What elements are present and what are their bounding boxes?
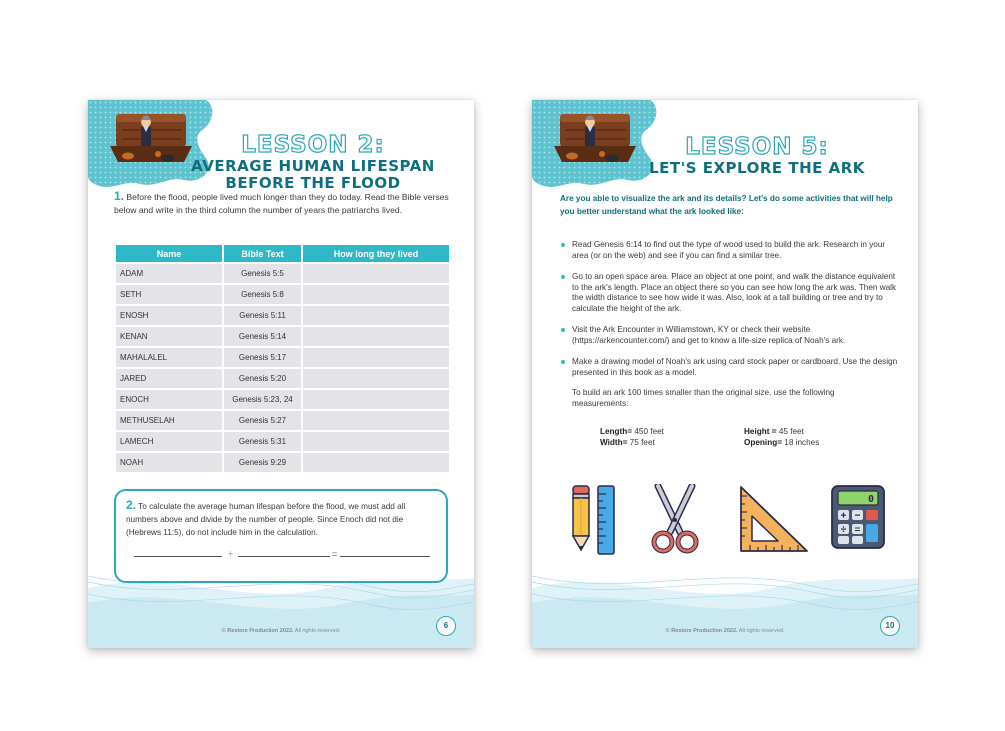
- question-2-number: 2.: [126, 498, 137, 512]
- header-years-lived: How long they lived: [303, 245, 449, 262]
- lesson-subtitle-line2: BEFORE THE FLOOD: [225, 174, 401, 192]
- pencil-icon: [570, 484, 592, 554]
- average-answer-line[interactable]: [340, 556, 430, 557]
- question-1-text: Before the flood, people lived much longer than they do today. Read the Bible verses below and write in the third column the number of years the patriarchs lived.: [114, 192, 449, 215]
- years-answer-cell[interactable]: [303, 411, 449, 430]
- bible-verse: Genesis 5:5: [224, 264, 301, 283]
- lesson-header: [152, 132, 474, 192]
- patriarchs-table: [114, 243, 451, 474]
- question-1: [114, 190, 452, 217]
- lesson-subtitle-line1: AVERAGE HUMAN LIFESPAN: [191, 157, 435, 175]
- workbook-page-6: [88, 100, 474, 648]
- bible-verse: Genesis 5:14: [224, 327, 301, 346]
- years-answer-cell[interactable]: [303, 285, 449, 304]
- years-answer-cell[interactable]: [303, 306, 449, 325]
- question-1-number: 1.: [114, 189, 125, 203]
- patriarch-name: MAHALALEL: [116, 348, 222, 367]
- years-answer-cell[interactable]: [303, 327, 449, 346]
- count-answer-line[interactable]: [238, 556, 330, 557]
- scissors-icon: [650, 484, 700, 554]
- table-row: [116, 369, 449, 388]
- lesson-title: LESSON 2:: [241, 132, 385, 158]
- years-answer-cell[interactable]: [303, 432, 449, 451]
- ruler-icon: [596, 484, 616, 556]
- height-measurement: Height = 45 feet: [744, 427, 804, 436]
- table-row: [116, 411, 449, 430]
- table-row: [116, 348, 449, 367]
- calculator-icon: [830, 484, 886, 550]
- patriarch-name: JARED: [116, 369, 222, 388]
- length-measurement: Length= 450 feet: [600, 427, 664, 436]
- footer-brand: © Restore Production 2022.: [665, 628, 738, 634]
- bible-verse: Genesis 5:31: [224, 432, 301, 451]
- table-row: [116, 264, 449, 283]
- bible-verse: Genesis 5:23, 24: [224, 390, 301, 409]
- equals-sign: =: [332, 549, 338, 559]
- page-footer: [532, 628, 918, 634]
- bible-verse: Genesis 5:8: [224, 285, 301, 304]
- list-item: Read Genesis 6:14 to find out the type of wood used to build the ark. Research in your area (or on the web) and see if you can find a similar tree.: [560, 240, 900, 261]
- lesson-title: LESSON 5:: [685, 134, 829, 160]
- patriarch-name: METHUSELAH: [116, 411, 222, 430]
- wave-background: [532, 558, 918, 648]
- years-answer-cell[interactable]: [303, 390, 449, 409]
- years-answer-cell[interactable]: [303, 264, 449, 283]
- patriarch-name: NOAH: [116, 453, 222, 472]
- opening-measurement: Opening= 18 inches: [744, 438, 820, 447]
- lesson-subtitle: LET'S EXPLORE THE ARK: [649, 159, 865, 177]
- years-answer-cell[interactable]: [303, 348, 449, 367]
- bible-verse: Genesis 9:29: [224, 453, 301, 472]
- divide-sign: ÷: [228, 549, 233, 559]
- list-item: Make a drawing model of Noah's ark using card stock paper or cardboard. Use the design presented in this book as a model.: [560, 357, 900, 378]
- bible-verse: Genesis 5:11: [224, 306, 301, 325]
- question-2-box: [114, 489, 448, 583]
- bible-verse: Genesis 5:17: [224, 348, 301, 367]
- bible-verse: Genesis 5:20: [224, 369, 301, 388]
- table-row: [116, 453, 449, 472]
- calculator-display: 0: [867, 494, 874, 505]
- footer-rights: All rights reserved.: [738, 628, 785, 634]
- activities-intro: Are you able to visualize the ark and its details? Let's do some activities that will help you better understand what the ark looked like:: [560, 194, 893, 216]
- table-row: [116, 390, 449, 409]
- patriarch-name: KENAN: [116, 327, 222, 346]
- patriarch-name: ENOCH: [116, 390, 222, 409]
- measurements-left: [600, 426, 664, 448]
- table-row: [116, 327, 449, 346]
- sum-answer-line[interactable]: [134, 556, 222, 557]
- activities-list: [560, 240, 900, 389]
- patriarch-name: LAMECH: [116, 432, 222, 451]
- bible-verse: Genesis 5:27: [224, 411, 301, 430]
- patriarch-name: SETH: [116, 285, 222, 304]
- header-name: Name: [116, 245, 222, 262]
- footer-rights: All rights reserved.: [294, 628, 341, 634]
- years-answer-cell[interactable]: [303, 453, 449, 472]
- set-square-icon: [738, 484, 810, 554]
- page-number: 10: [880, 616, 900, 636]
- page-number: 6: [436, 616, 456, 636]
- table-row: [116, 285, 449, 304]
- list-item: Visit the Ark Encounter in Williamstown, KY or check their website (https://arkencounter.com/) and get to know a life-size replica of Noah's ark.: [560, 325, 900, 346]
- measurements-right: [744, 426, 819, 448]
- width-measurement: Width= 75 feet: [600, 438, 655, 447]
- patriarch-name: ENOSH: [116, 306, 222, 325]
- question-2-text: To calculate the average human lifespan before the flood, we must add all numbers above and divide by the number of people. Since Enoch did not die (Hebrews 11:5), do not include him in the calculation.: [126, 502, 406, 537]
- table-row: [116, 432, 449, 451]
- patriarch-name: ADAM: [116, 264, 222, 283]
- workbook-page-10: [532, 100, 918, 648]
- footer-brand: © Restore Production 2022.: [221, 628, 294, 634]
- scale-note: To build an ark 100 times smaller than the original size, use the following measurements:: [572, 388, 835, 408]
- header-bible-text: Bible Text: [224, 245, 301, 262]
- list-item: Go to an open space area. Place an object at one point, and walk the distance equivalent to the ark's length. Place an object there so you can see how long the ark was. Then walk the width distance to see how wide it was. Also, look at a tall building or tree and try to calculate the height of the ark.: [560, 272, 900, 314]
- years-answer-cell[interactable]: [303, 369, 449, 388]
- table-row: [116, 306, 449, 325]
- lesson-header: [596, 134, 918, 177]
- question-2: [126, 499, 438, 539]
- page-footer: [88, 628, 474, 634]
- table-header-row: [116, 245, 449, 262]
